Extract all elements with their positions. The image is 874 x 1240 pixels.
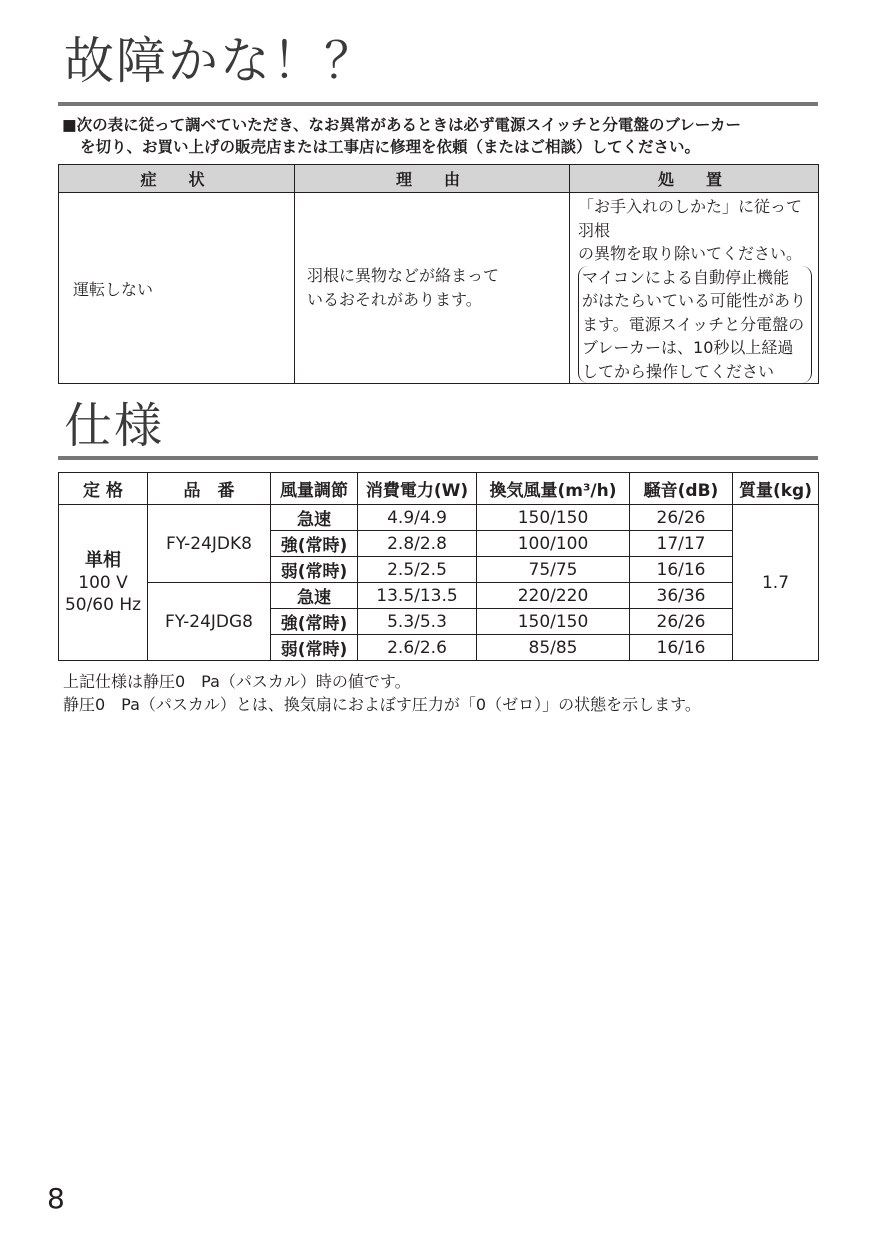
title-rule: [58, 102, 818, 106]
symptom-cell: 運転しない: [59, 193, 295, 384]
noise-cell: 26/26: [630, 505, 733, 531]
header-mass: 質量(kg): [733, 473, 819, 505]
noise-cell: 17/17: [630, 531, 733, 557]
header-model: 品 番: [148, 473, 271, 505]
mode-cell: 急速: [271, 583, 358, 609]
model-cell: FY-24JDG8: [148, 583, 271, 661]
mode-cell: 急速: [271, 505, 358, 531]
rating-phase: 単相: [85, 549, 121, 571]
power-cell: 2.5/2.5: [358, 557, 477, 583]
troubleshooting-title: 故障かな！？: [64, 32, 376, 90]
airflow-cell: 75/75: [477, 557, 630, 583]
remedy-note-line: マイコンによる自動停止機能: [582, 267, 790, 287]
noise-cell: 16/16: [630, 557, 733, 583]
remedy-note-line: してから操作してください: [582, 361, 775, 381]
remedy-note-line: がはたらいている可能性があり: [582, 291, 807, 310]
spec-note-1: 上記仕様は静圧0 Pa（パスカル）時の値です。: [63, 672, 411, 691]
header-airflow: 換気風量(m³/h): [477, 473, 630, 505]
title-rule: [58, 456, 818, 460]
mode-cell: 強(常時): [271, 609, 358, 635]
reason-line: いるおそれがあります。: [307, 290, 482, 309]
remedy-note-line: ます。電源スイッチと分電盤の: [582, 314, 805, 334]
intro-line-2: を切り、お買い上げの販売店または工事店に修理を依頼（またはご相談）してください。: [80, 138, 701, 156]
rating-frequency: 50/60 Hz: [64, 594, 142, 615]
airflow-cell: 150/150: [477, 505, 630, 531]
mass-cell: 1.7: [733, 505, 819, 661]
table-header-row: [59, 165, 819, 193]
table-row: [59, 583, 819, 609]
remedy-cell: [570, 193, 819, 384]
remedy-note-line: ブレーカーは、10秒以上経過: [582, 338, 794, 357]
power-cell: 5.3/5.3: [358, 609, 477, 635]
table-row: [59, 193, 819, 384]
intro-line-1: ■次の表に従って調べていただき、なお異常があるときは必ず電源スイッチと分電盤のブレーカー: [62, 116, 741, 134]
remedy-line: の異物を取り除いてください。: [578, 244, 803, 263]
model-cell: FY-24JDK8: [148, 505, 271, 583]
mode-cell: 弱(常時): [271, 557, 358, 583]
power-cell: 2.6/2.6: [358, 635, 477, 661]
header-symptom: 症 状: [59, 165, 295, 193]
airflow-cell: 85/85: [477, 635, 630, 661]
table-header-row: [59, 473, 819, 505]
header-reason: 理 由: [295, 165, 570, 193]
airflow-cell: 150/150: [477, 609, 630, 635]
noise-cell: 26/26: [630, 609, 733, 635]
table-row: [59, 505, 819, 531]
airflow-cell: 100/100: [477, 531, 630, 557]
page-number: 8: [47, 1182, 65, 1215]
power-cell: 4.9/4.9: [358, 505, 477, 531]
mode-cell: 強(常時): [271, 531, 358, 557]
specs-title: 仕様: [64, 398, 165, 454]
troubleshooting-intro: [62, 114, 822, 158]
airflow-cell: 220/220: [477, 583, 630, 609]
remedy-line: 「お手入れのしかた」に従って羽根: [578, 197, 803, 240]
rating-voltage: 100 V: [78, 572, 128, 593]
header-remedy: 処 置: [570, 165, 819, 193]
rating-cell: [59, 505, 148, 661]
troubleshooting-table: [58, 164, 819, 384]
power-cell: 2.8/2.8: [358, 531, 477, 557]
reason-cell: [295, 193, 570, 384]
specs-table: [58, 472, 819, 661]
spec-note-2: 静圧0 Pa（パスカル）とは、換気扇におよぼす圧力が「0（ゼロ）」の状態を示します。: [63, 695, 701, 714]
power-cell: 13.5/13.5: [358, 583, 477, 609]
header-power: 消費電力(W): [358, 473, 477, 505]
header-mode: 風量調節: [271, 473, 358, 505]
noise-cell: 36/36: [630, 583, 733, 609]
noise-cell: 16/16: [630, 635, 733, 661]
reason-line: 羽根に異物などが絡まって: [307, 266, 500, 285]
remedy-note: [578, 266, 812, 384]
mode-cell: 弱(常時): [271, 635, 358, 661]
header-noise: 騒音(dB): [630, 473, 733, 505]
header-rating: 定 格: [59, 473, 148, 505]
